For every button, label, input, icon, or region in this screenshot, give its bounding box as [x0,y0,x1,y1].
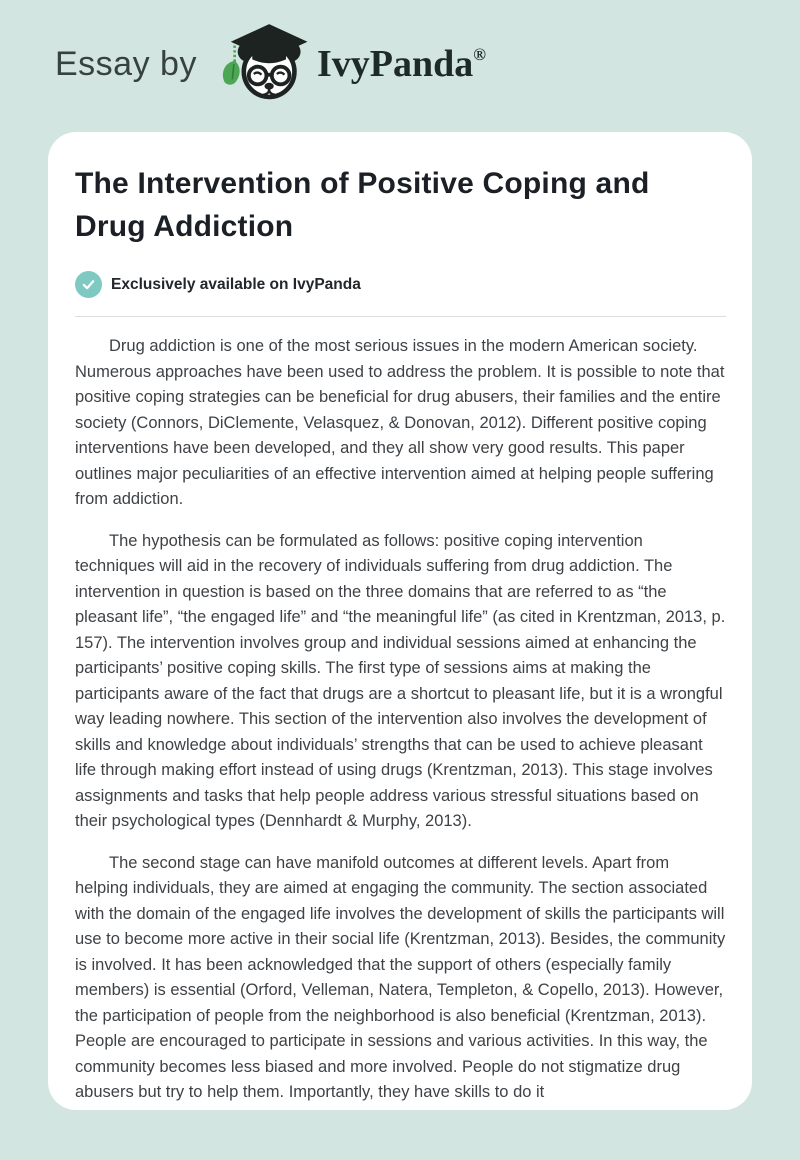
essay-by-label: Essay by [55,44,197,83]
ivypanda-logo-link[interactable] [215,18,486,110]
page-title: The Intervention of Positive Coping and Drug Addiction [75,167,650,243]
essay-body [75,334,726,1106]
divider [75,316,726,317]
ivypanda-panda-logo-icon [215,18,311,110]
exclusive-badge-label: Exclusively available on IvyPanda [111,275,361,293]
brand-name: IvyPanda® [316,43,486,85]
essay-paragraph: Drug addiction is one of the most serious issues in the modern American society. Numerous approaches have been used to address the problem. It is possible to note that positive coping strategies can be beneficial for drug abusers, their families and the entire society (Connors, DiClemente, Velasquez, & Donovan, 2012). Different positive coping interventions have been developed, and they all show very good results. This paper outlines major peculiarities of an effective intervention aimed at helping people suffering from addiction. [75,337,725,508]
essay-paragraph: The hypothesis can be formulated as follows: positive coping intervention techniques will aid in the recovery of individuals suffering from drug addiction. The intervention in question is based on the three domains that are referred to as “the pleasant life”, “the engaged life” and “the meaningful life” (as cited in Krentzman, 2013, p. 157). The intervention involves group and individual sessions aimed at enhancing the participants’ positive coping skills. The first type of sessions aims at making the participants aware of the fact that drugs are a shortcut to pleasant life, but it is a wrongful way leading nowhere. This section of the intervention also involves the development of skills and knowledge about individuals’ strengths that can be used to achieve pleasant life through making effort instead of using drugs (Krentzman, 2013). This stage involves assignments and tasks that help people address various stressful situations based on their psychological types (Dennhardt & Murphy, 2013). [75,531,726,830]
check-icon [75,271,102,298]
site-header [0,0,800,128]
essay-card [48,132,752,1110]
essay-paragraph: The second stage can have manifold outcomes at different levels. Apart from helping individuals, they are aimed at engaging the community. The section associated with the domain of the engaged life involves the development of skills the participants will use to become more active in their social life (Krentzman, 2013). Besides, the community is involved. It has been acknowledged that the support of others (especially family members) is essential (Orford, Velleman, Natera, Templeton, & Copello, 2013). However, the participation of people from the neighborhood is also beneficial (Krentzman, 2013). People are encouraged to participate in sessions and various activities. In this way, the community becomes less biased and more involved. People do not stigmatize drug abusers but try to help them. Importantly, they have skills to do it [75,853,726,1101]
registered-mark: ® [473,45,486,64]
exclusive-badge [75,271,726,298]
